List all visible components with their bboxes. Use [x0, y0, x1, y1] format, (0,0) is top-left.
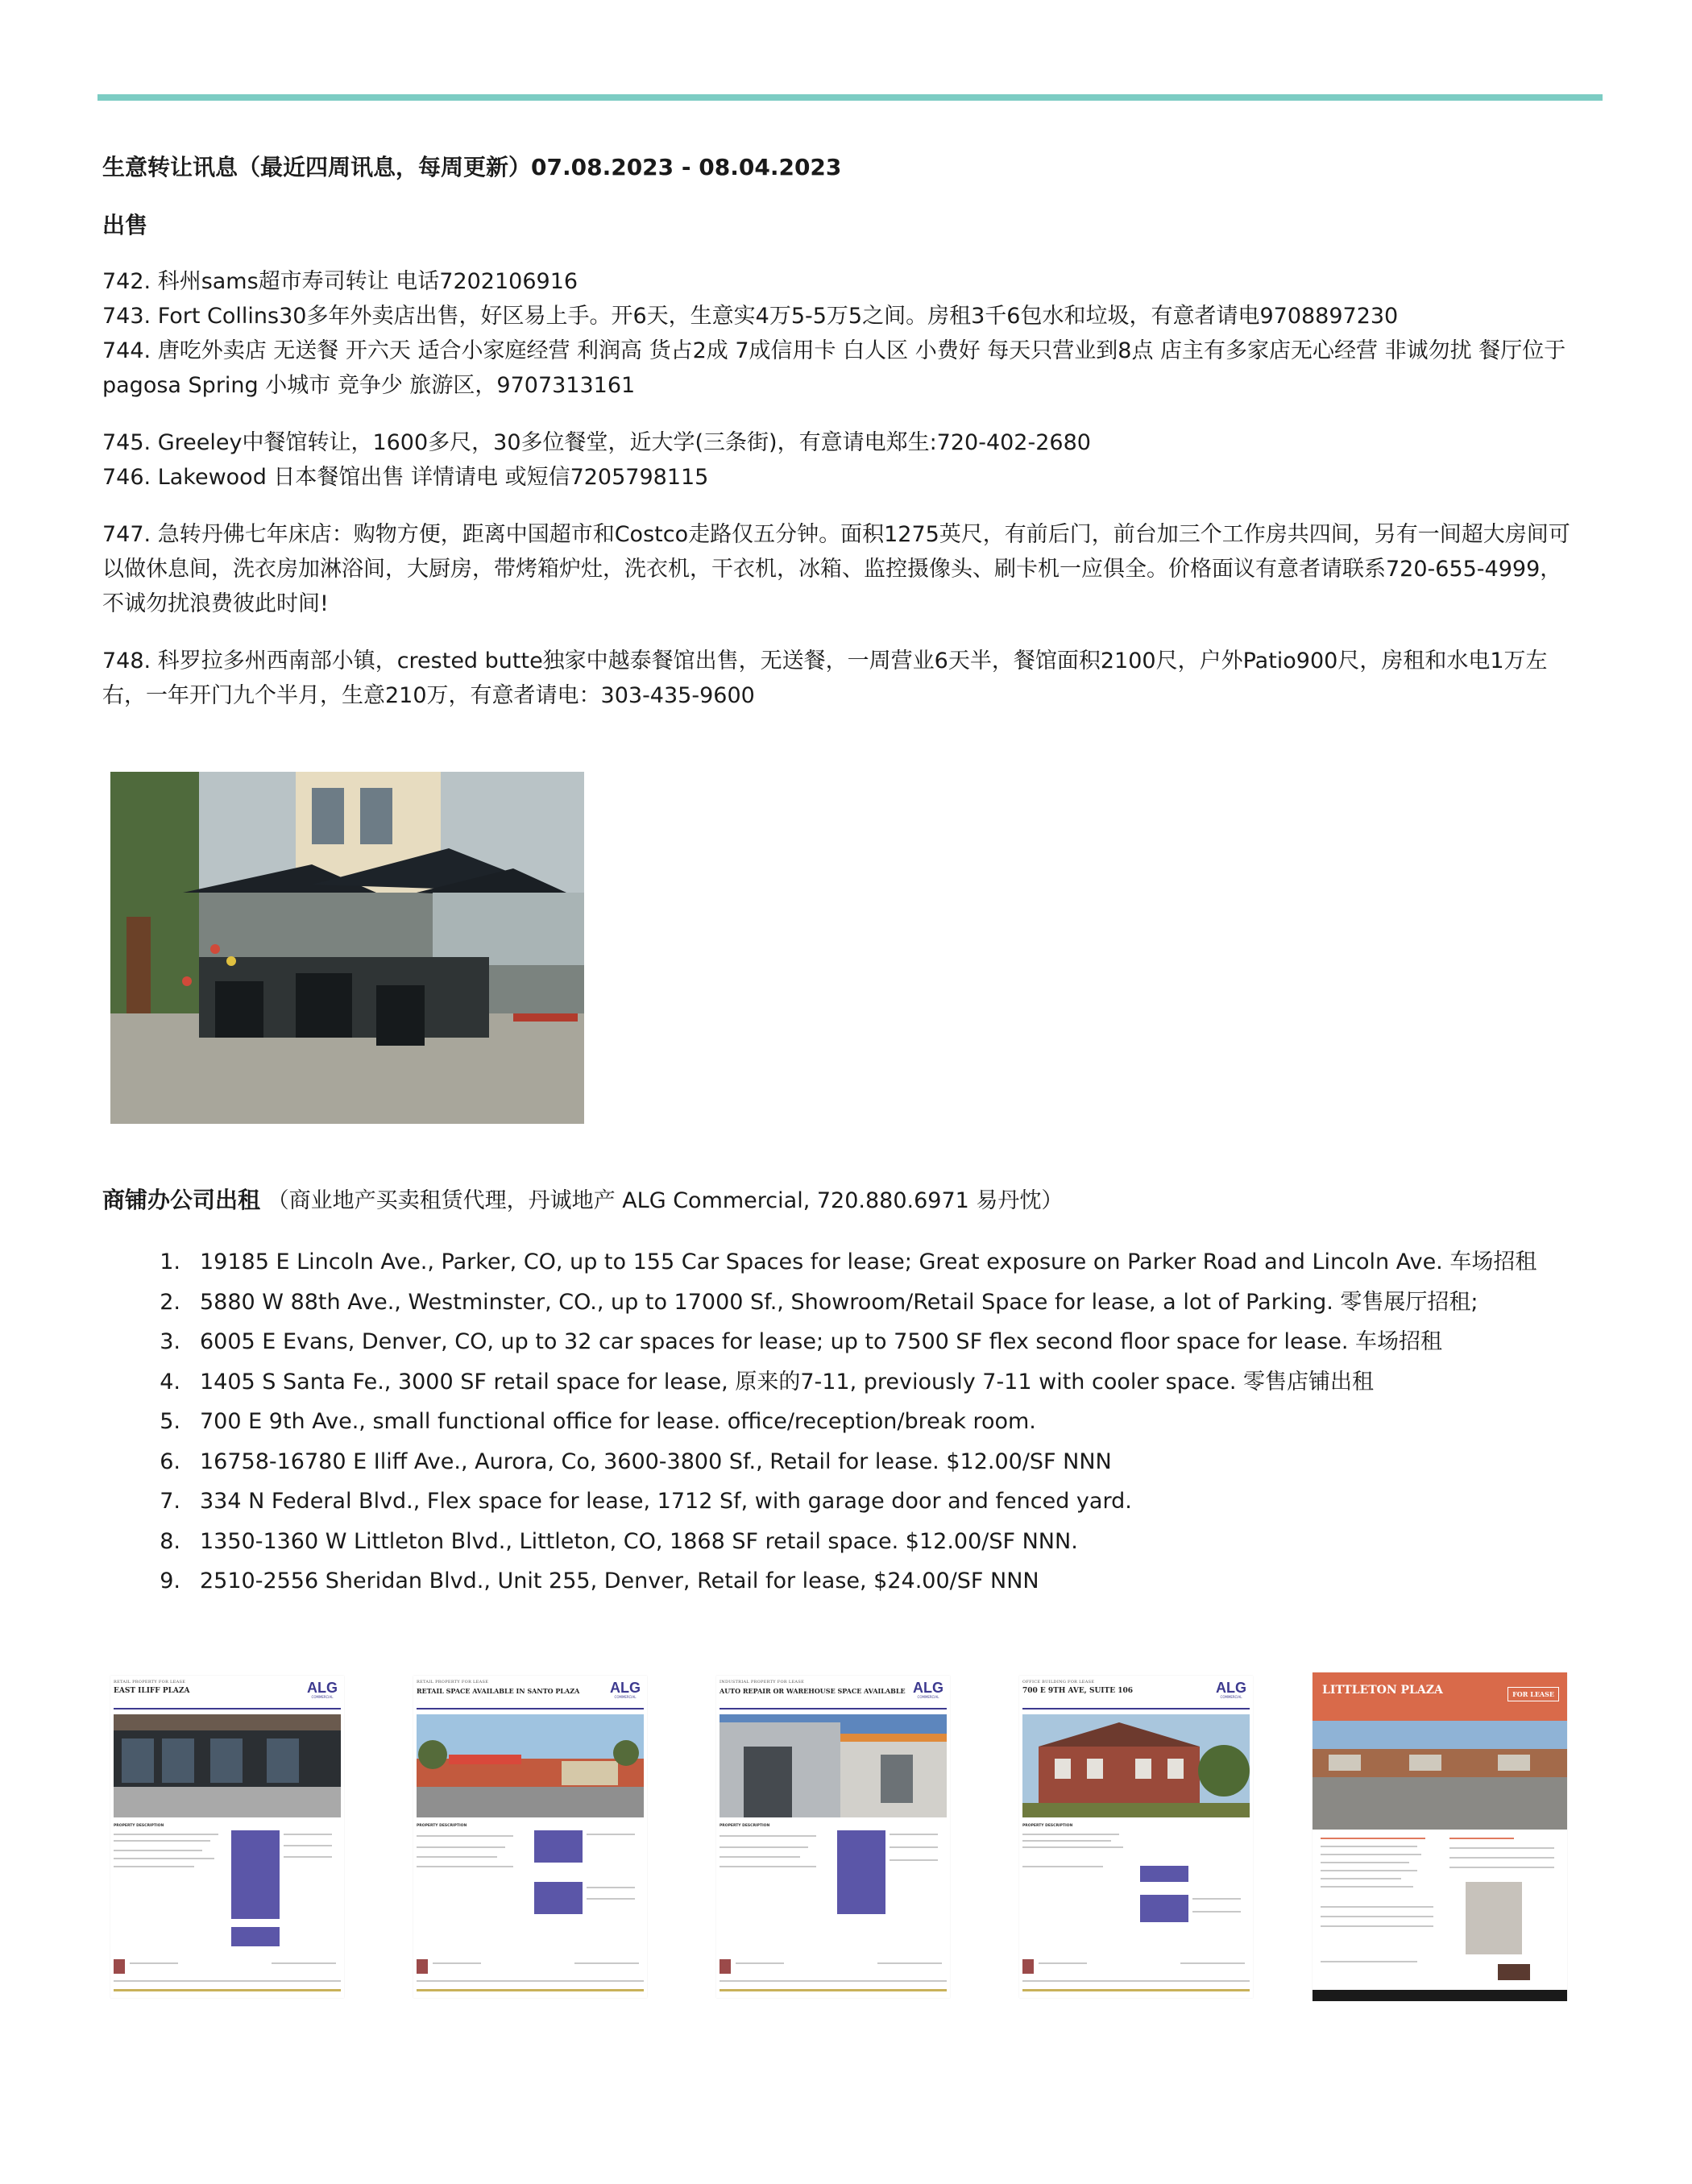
list-number: 5.: [160, 1409, 180, 1434]
flyer-santo-plaza[interactable]: RETAIL PROPERTY FOR LEASE RETAIL SPACE AVAILABLE IN SANTO PLAZA ALG COMMERCIAL PROPERTY DESCRIPTION: [413, 1676, 647, 1998]
flyer-rule: [720, 1708, 947, 1709]
listing-746: 746. Lakewood 日本餐馆出售 详情请电 或短信7205798115: [102, 465, 709, 490]
list-item: [143, 1322, 1536, 1362]
listing-743: 743. Fort Collins30多年外卖店出售，好区易上手。开6天，生意实4万5-5万5之间。房租3千6包水和垃圾，有意者请电9708897230: [102, 304, 1399, 329]
flyer-700-e-9th-ave[interactable]: OFFICE BUILDING FOR LEASE 700 E 9TH AVE, SUITE 106 ALG COMMERCIAL PROPERTY DESCRIPTION: [1019, 1676, 1253, 1998]
flyer-title: LITTLETON PLAZA: [1322, 1684, 1443, 1697]
alg-logo: ALG COMMERCIAL: [1216, 1680, 1246, 1699]
list-item: [143, 1402, 1536, 1442]
lease-list: [143, 1242, 1536, 1602]
lease-section-header: [102, 1183, 1063, 1215]
list-item: [143, 1522, 1536, 1562]
alg-logo: ALG COMMERCIAL: [307, 1680, 338, 1699]
for-lease-badge: FOR LEASE: [1507, 1687, 1559, 1701]
sale-listings-group-3: [102, 517, 1577, 621]
list-text: 334 N Federal Blvd., Flex space for lease, 1712 Sf, with garage door and fenced yard.: [200, 1489, 1132, 1514]
listing-745: 745. Greeley中餐馆转让，1600多尺，30多位餐堂，近大学(三条街)，有意请电郑生:720-402-2680: [102, 430, 1091, 455]
flyer-footer-band: [1313, 1990, 1567, 2001]
list-item: [143, 1561, 1536, 1602]
restaurant-patio-photo: [110, 772, 584, 1124]
alg-logo: ALG COMMERCIAL: [610, 1680, 641, 1699]
lease-subheading: （商业地产买卖租赁代理，丹诚地产 ALG Commercial, 720.880.6971 易丹忱）: [267, 1188, 1064, 1213]
top-accent-rule: [97, 94, 1603, 101]
list-number: 6.: [160, 1448, 180, 1474]
flyer-photo: [720, 1714, 947, 1817]
list-number: 7.: [160, 1489, 180, 1514]
flyer-type: RETAIL PROPERTY FOR LEASE: [417, 1680, 489, 1685]
sale-heading: 出售: [102, 212, 148, 238]
listing-748: 748. 科罗拉多州西南部小镇，crested butte独家中越泰餐馆出售，无送餐，一周营业6天半，餐馆面积2100尺，户外Patio900尺，房租和水电1万左右，一年开门九个半月，生意210万，有意者请电：303-435-9600: [102, 649, 1548, 708]
list-number: 1.: [160, 1249, 180, 1274]
flyer-rule: [114, 1708, 341, 1709]
flyer-photo: [417, 1714, 644, 1817]
flyer-photo: [1313, 1721, 1567, 1830]
list-item: [143, 1362, 1536, 1403]
alg-logo: ALG COMMERCIAL: [913, 1680, 943, 1699]
flyer-title: EAST ILIFF PLAZA: [114, 1687, 190, 1695]
list-text: 16758-16780 E Iliff Ave., Aurora, Co, 3600-3800 Sf., Retail for lease. $12.00/SF NNN: [200, 1448, 1112, 1474]
flyer-title: AUTO REPAIR OR WAREHOUSE SPACE AVAILABLE: [720, 1687, 906, 1695]
list-item: [143, 1242, 1536, 1283]
flyer-auto-repair[interactable]: INDUSTRIAL PROPERTY FOR LEASE AUTO REPAIR OR WAREHOUSE SPACE AVAILABLE ALG COMMERCIAL PROPERTY DESCRIPTION: [716, 1676, 950, 1998]
flyer-title: RETAIL SPACE AVAILABLE IN SANTO PLAZA: [417, 1687, 580, 1695]
list-number: 4.: [160, 1369, 180, 1395]
list-number: 3.: [160, 1329, 180, 1354]
lease-heading: 商铺办公司出租: [102, 1187, 261, 1213]
sale-listings-group-1: [102, 264, 1577, 403]
sale-listings-group-4: [102, 644, 1577, 713]
list-text: 6005 E Evans, Denver, CO, up to 32 car spaces for lease; up to 7500 SF flex second floor space for lease. 车场招租: [200, 1329, 1442, 1354]
flyer-type: INDUSTRIAL PROPERTY FOR LEASE: [720, 1680, 805, 1685]
list-text: 700 E 9th Ave., small functional office for lease. office/reception/break room.: [200, 1409, 1036, 1434]
list-text: 1350-1360 W Littleton Blvd., Littleton, CO, 1868 SF retail space. $12.00/SF NNN.: [200, 1528, 1078, 1554]
listing-742: 742. 科州sams超市寿司转让 电话7202106916: [102, 269, 579, 294]
flyer-photo: [114, 1714, 341, 1817]
listing-744: 744. 唐吃外卖店 无送餐 开六天 适合小家庭经营 利润高 货占2成 7成信用卡 白人区 小费好 每天只营业到8点 店主有多家店无心经营 非诚勿扰 餐厅位于pagosa Spring 小城市 竞争少 旅游区，9707313161: [102, 338, 1566, 398]
list-item: [143, 1283, 1536, 1323]
sale-listings-group-2: [102, 425, 1577, 495]
flyer-type: RETAIL PROPERTY FOR LEASE: [114, 1680, 186, 1685]
flyer-rule: [417, 1708, 644, 1709]
list-item: [143, 1482, 1536, 1522]
list-text: 5880 W 88th Ave., Westminster, CO., up to 17000 Sf., Showroom/Retail Space for lease, a lot of Parking. 零售展厅招租;: [200, 1289, 1478, 1315]
flyer-littleton-plaza[interactable]: [1313, 1672, 1567, 2001]
flyer-rule: [1022, 1708, 1250, 1709]
list-item: [143, 1442, 1536, 1482]
list-text: 1405 S Santa Fe., 3000 SF retail space for lease, 原来的7-11, previously 7-11 with cooler space. 零售店铺出租: [200, 1369, 1375, 1395]
list-text: 2510-2556 Sheridan Blvd., Unit 255, Denver, Retail for lease, $24.00/SF NNN: [200, 1569, 1039, 1593]
flyer-title: 700 E 9TH AVE, SUITE 106: [1022, 1687, 1133, 1695]
listing-747: 747. 急转丹佛七年床店：购物方便，距离中国超市和Costco走路仅五分钟。面积1275英尺，有前后门，前台加三个工作房共四间，另有一间超大房间可以做休息间，洗衣房加淋浴间，大厨房，带烤箱炉灶，洗衣机，干衣机，冰箱、监控摄像头、刷卡机一应俱全。价格面议有意者请联系720-655-4999，不诚勿扰浪费彼此时间!: [102, 522, 1570, 616]
list-number: 2.: [160, 1289, 180, 1315]
flyer-type: OFFICE BUILDING FOR LEASE: [1022, 1680, 1095, 1685]
flyer-photo: [1022, 1714, 1250, 1817]
page-title: 生意转让讯息（最近四周讯息，每周更新）07.08.2023 - 08.04.2023: [102, 154, 842, 180]
list-number: 8.: [160, 1528, 180, 1554]
flyer-east-iliff-plaza[interactable]: RETAIL PROPERTY FOR LEASE EAST ILIFF PLAZA ALG COMMERCIAL PROPERTY DESCRIPTION: [110, 1676, 344, 1998]
list-number: 9.: [160, 1569, 180, 1593]
list-text: 19185 E Lincoln Ave., Parker, CO, up to 155 Car Spaces for lease; Great exposure on Parker Road and Lincoln Ave. 车场招租: [200, 1249, 1537, 1274]
